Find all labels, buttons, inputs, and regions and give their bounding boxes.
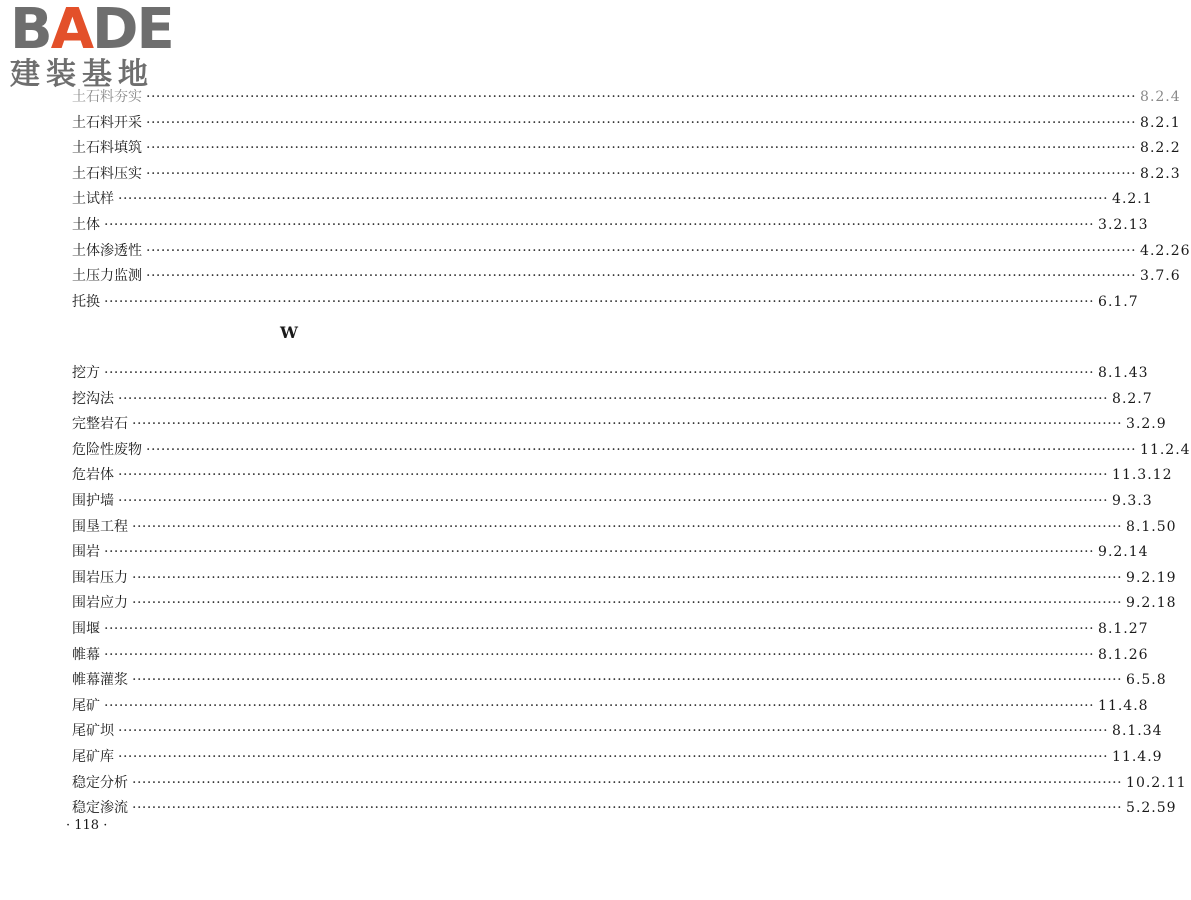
dot-leader: ········································································································································································································ <box>146 441 1137 458</box>
dot-leader: ········································································································································································································ <box>132 774 1123 791</box>
entry-reference: 8.1.27 <box>1098 620 1149 637</box>
entry-term: 土石料压实 <box>72 165 142 182</box>
logo-letter-a: A <box>50 0 93 62</box>
entry-term: 帷幕灌浆 <box>72 672 128 689</box>
index-entry <box>72 438 1191 464</box>
index-entry <box>72 643 1149 669</box>
entry-reference: 3.7.6 <box>1140 268 1181 285</box>
entry-reference: 9.2.18 <box>1126 595 1177 612</box>
dot-leader: ········································································································································································································ <box>146 165 1137 182</box>
dot-leader: ········································································································································································································ <box>118 748 1109 765</box>
entry-term: 土体渗透性 <box>72 242 142 259</box>
entry-term: 危险性废物 <box>72 441 142 458</box>
index-entry <box>72 213 1149 239</box>
entry-term: 土石料夯实 <box>72 89 142 105</box>
entry-reference: 8.2.3 <box>1140 165 1181 182</box>
dot-leader: ········································································································································································································ <box>146 89 1137 105</box>
page-number: · 118 · <box>66 818 108 833</box>
dot-leader: ········································································································································································································ <box>104 544 1095 561</box>
logo-subtitle: 建装基地 <box>10 57 154 92</box>
entry-reference: 9.2.19 <box>1126 569 1177 586</box>
dot-leader: ········································································································································································································ <box>104 697 1095 714</box>
entry-term: 尾矿 <box>72 697 100 714</box>
entry-reference: 11.4.9 <box>1112 748 1163 765</box>
entry-reference: 4.2.26 <box>1140 242 1191 259</box>
entry-reference: 9.3.3 <box>1112 492 1153 509</box>
entry-reference: 3.2.9 <box>1126 416 1167 433</box>
entry-term: 挖沟法 <box>72 390 114 407</box>
entry-reference: 8.1.43 <box>1098 365 1149 381</box>
dot-leader: ········································································································································································································ <box>132 416 1123 433</box>
entry-reference: 11.2.4 <box>1140 441 1191 458</box>
entry-reference: 3.2.13 <box>1098 216 1149 233</box>
entry-term: 土石料开采 <box>72 114 142 131</box>
dot-leader: ········································································································································································································ <box>132 595 1123 612</box>
entry-term: 围护墙 <box>72 492 114 509</box>
logo-wordmark <box>10 0 173 62</box>
dot-leader: ········································································································································································································ <box>132 672 1123 689</box>
index-entry <box>72 187 1153 213</box>
entry-reference: 11.4.8 <box>1098 697 1149 714</box>
dot-leader: ········································································································································································································ <box>104 365 1095 381</box>
entry-reference: 6.1.7 <box>1098 293 1139 310</box>
dot-leader: ········································································································································································································ <box>118 390 1109 407</box>
dot-leader: ········································································································································································································ <box>104 646 1095 663</box>
index-entry <box>72 719 1163 745</box>
entry-term: 围岩压力 <box>72 569 128 586</box>
index-entry <box>72 540 1149 566</box>
index-entry <box>72 264 1181 290</box>
entry-reference: 10.2.11 <box>1126 774 1187 791</box>
index-entry <box>72 617 1149 643</box>
entry-term: 土体 <box>72 216 100 233</box>
entry-term: 土压力监测 <box>72 268 142 285</box>
entry-term: 完整岩石 <box>72 416 128 433</box>
entry-term: 危岩体 <box>72 467 114 484</box>
entry-term: 托换 <box>72 293 100 310</box>
entry-reference: 8.2.4 <box>1140 89 1181 105</box>
index-entry <box>72 290 1139 316</box>
index-entry <box>72 412 1167 438</box>
index-entry <box>72 85 1181 111</box>
entry-reference: 8.2.1 <box>1140 114 1181 131</box>
dot-leader: ········································································································································································································ <box>104 293 1095 310</box>
dot-leader: ········································································································································································································ <box>146 268 1137 285</box>
index-group-w <box>72 361 1191 822</box>
index-entry <box>72 566 1177 592</box>
section-letter: W <box>280 323 298 342</box>
dot-leader: ········································································································································································································ <box>146 114 1137 131</box>
dot-leader: ········································································································································································································ <box>118 191 1109 208</box>
entry-reference: 4.2.1 <box>1112 191 1153 208</box>
index-entry <box>72 591 1177 617</box>
dot-leader: ········································································································································································································ <box>146 242 1137 259</box>
index-entry <box>72 668 1167 694</box>
entry-reference: 8.1.26 <box>1098 646 1149 663</box>
entry-reference: 8.2.7 <box>1112 390 1153 407</box>
index-entry <box>72 515 1177 541</box>
index-entry <box>72 745 1163 771</box>
logo-letter-b: B <box>10 0 51 62</box>
dot-leader: ········································································································································································································ <box>118 723 1109 740</box>
entry-term: 土石料填筑 <box>72 140 142 157</box>
index-entry <box>72 796 1177 822</box>
index-entry <box>72 387 1153 413</box>
entry-reference: 5.2.59 <box>1126 800 1177 817</box>
entry-term: 土试样 <box>72 191 114 208</box>
dot-leader: ········································································································································································································ <box>118 467 1109 484</box>
index-entry <box>72 771 1187 797</box>
dot-leader: ········································································································································································································ <box>104 216 1095 233</box>
index-group-t <box>72 85 1191 315</box>
entry-reference: 8.2.2 <box>1140 140 1181 157</box>
index-entry <box>72 463 1173 489</box>
entry-reference: 11.3.12 <box>1112 467 1173 484</box>
entry-term: 稳定渗流 <box>72 800 128 817</box>
entry-reference: 8.1.34 <box>1112 723 1163 740</box>
index-entry <box>72 136 1181 162</box>
index-entry <box>72 239 1191 265</box>
dot-leader: ········································································································································································································ <box>146 140 1137 157</box>
dot-leader: ········································································································································································································ <box>132 800 1123 817</box>
entry-term: 围岩应力 <box>72 595 128 612</box>
entry-term: 挖方 <box>72 365 100 381</box>
index-entry <box>72 361 1149 387</box>
index-entry <box>72 111 1181 137</box>
index-entry <box>72 489 1153 515</box>
entry-term: 围垦工程 <box>72 518 128 535</box>
entry-term: 帷幕 <box>72 646 100 663</box>
logo-letters-de: DE <box>92 0 173 62</box>
dot-leader: ········································································································································································································ <box>104 620 1095 637</box>
entry-reference: 8.1.50 <box>1126 518 1177 535</box>
entry-term: 围堰 <box>72 620 100 637</box>
dot-leader: ········································································································································································································ <box>132 518 1123 535</box>
dot-leader: ········································································································································································································ <box>118 492 1109 509</box>
entry-term: 稳定分析 <box>72 774 128 791</box>
index-entry <box>72 694 1149 720</box>
index-entry <box>72 162 1181 188</box>
entry-term: 尾矿库 <box>72 748 114 765</box>
dot-leader: ········································································································································································································ <box>132 569 1123 586</box>
entry-reference: 9.2.14 <box>1098 544 1149 561</box>
entry-term: 围岩 <box>72 544 100 561</box>
entry-term: 尾矿坝 <box>72 723 114 740</box>
entry-reference: 6.5.8 <box>1126 672 1167 689</box>
